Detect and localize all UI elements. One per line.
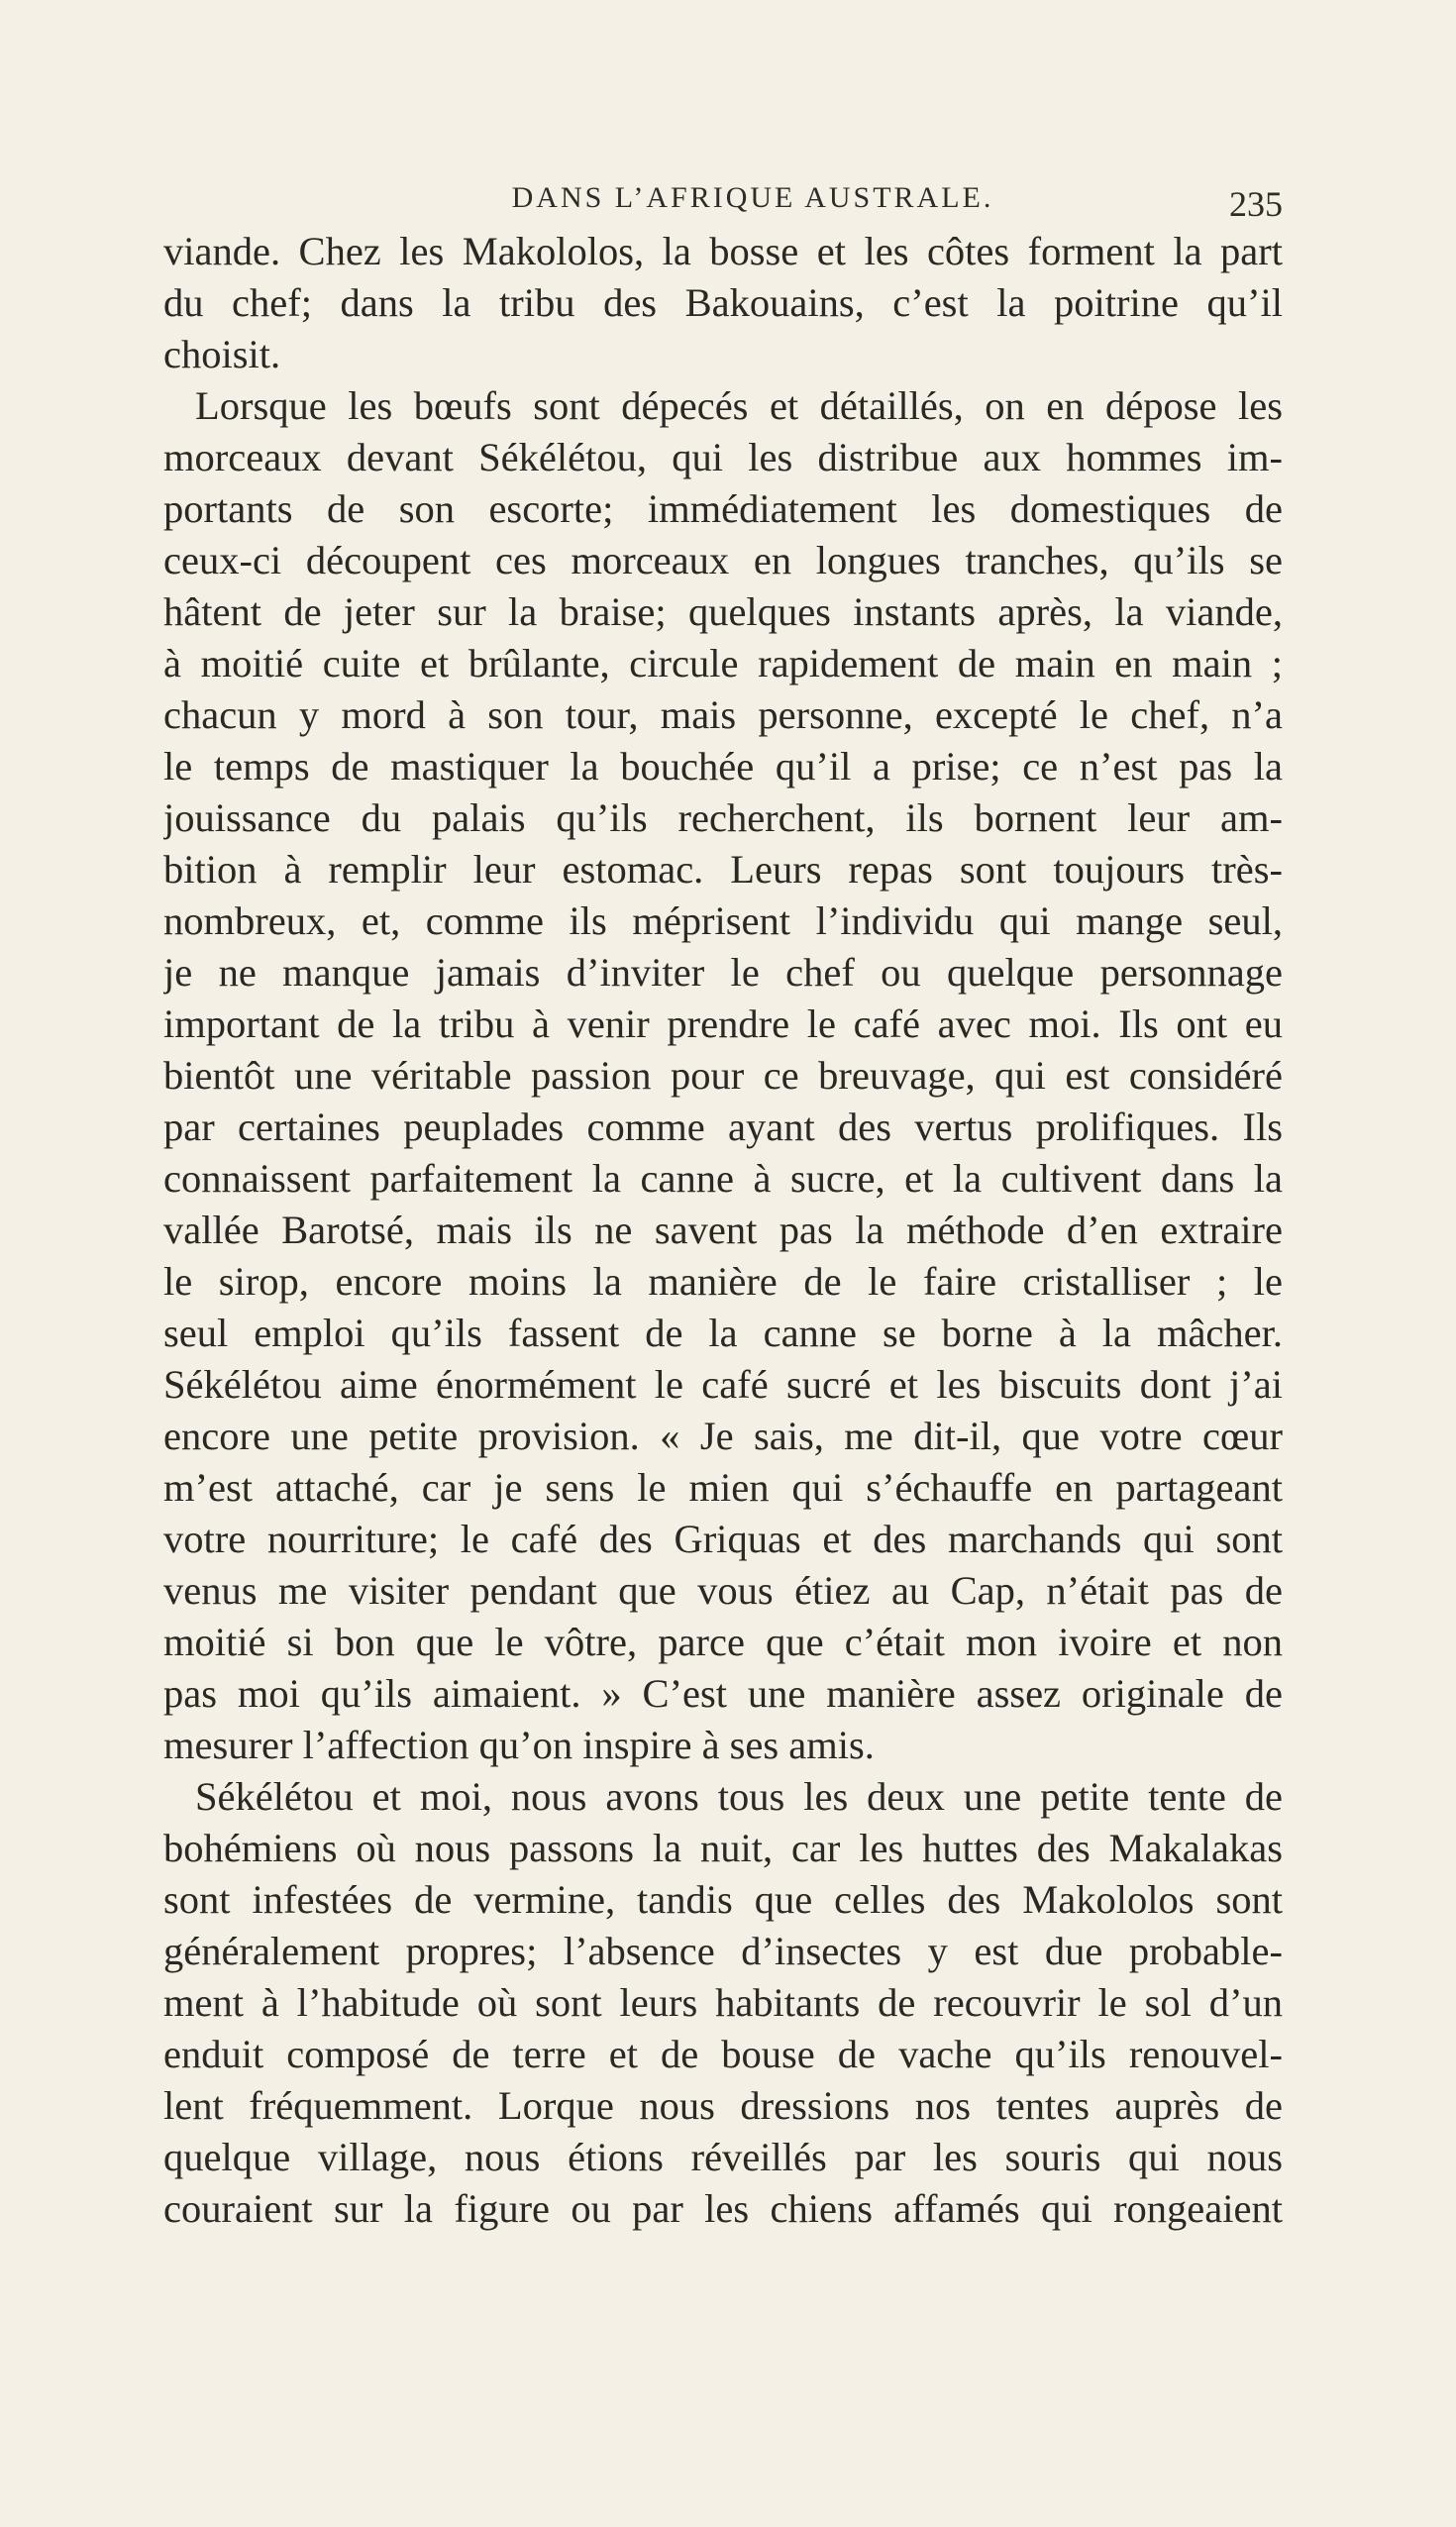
text-line: Sékélétou et moi, nous avons tous les deux une petite tente de (195, 1774, 1283, 1819)
text-line: viande. Chez les Makololos, la bosse et les côtes forment la part (163, 229, 1283, 273)
text-line: nombreux, et, comme ils méprisent l’individu qui mange seul, (163, 898, 1283, 943)
text-line: ceux-ci découpent ces morceaux en longues tranches, qu’ils se (163, 538, 1283, 582)
page-number: 235 (1229, 184, 1283, 224)
text-line: m’est attaché, car je sens le mien qui s’échauffe en partageant (163, 1465, 1283, 1510)
text-line: bientôt une véritable passion pour ce breuvage, qui est considéré (163, 1053, 1283, 1098)
text-line: le temps de mastiquer la bouchée qu’il a prise; ce n’est pas la (163, 744, 1283, 789)
text-line: du chef; dans la tribu des Bakouains, c’est la poitrine qu’il (163, 280, 1283, 325)
text-line: le sirop, encore moins la manière de le faire cristalliser ; le (163, 1259, 1283, 1304)
paragraph (163, 380, 1283, 1771)
text-line: important de la tribu à venir prendre le café avec moi. Ils ont eu (163, 1001, 1283, 1046)
text-line: à moitié cuite et brûlante, circule rapidement de main en main ; (163, 641, 1283, 685)
running-title: DANS L’AFRIQUE AUSTRALE. (511, 181, 994, 214)
text-line: vallée Barotsé, mais ils ne savent pas la méthode d’en extraire (163, 1208, 1283, 1252)
text-line: chacun y mord à son tour, mais personne, excepté le chef, n’a (163, 692, 1283, 737)
body-text (163, 226, 1283, 2235)
text-line: venus me visiter pendant que vous étiez au Cap, n’était pas de (163, 1568, 1283, 1613)
text-line: ment à l’habitude où sont leurs habitants de recouvrir le sol d’un (163, 1980, 1283, 2025)
text-line: par certaines peuplades comme ayant des vertus prolifiques. Ils (163, 1105, 1283, 1149)
text-line: généralement propres; l’absence d’insectes y est due probable- (163, 1929, 1283, 1973)
text-line: sont infestées de vermine, tandis que celles des Makololos sont (163, 1877, 1283, 1922)
text-line: Sékélétou aime énormément le café sucré et les biscuits dont j’ai (163, 1362, 1283, 1407)
text-line: bohémiens où nous passons la nuit, car les huttes des Makalakas (163, 1826, 1283, 1870)
text-line: lent fréquemment. Lorque nous dressions nos tentes auprès de (163, 2083, 1283, 2128)
paragraph (163, 226, 1283, 380)
text-line: enduit composé de terre et de bouse de vache qu’ils renouvel- (163, 2032, 1283, 2076)
text-line: couraient sur la figure ou par les chiens affamés qui rongeaient (163, 2186, 1283, 2231)
text-line: Lorsque les bœufs sont dépecés et détaillés, on en dépose les (195, 383, 1283, 428)
text-line: morceaux devant Sékélétou, qui les distribue aux hommes im- (163, 435, 1283, 479)
text-line: portants de son escorte; immédiatement les domestiques de (163, 486, 1283, 531)
page-header (163, 181, 1283, 231)
text-line: votre nourriture; le café des Griquas et des marchands qui sont (163, 1517, 1283, 1561)
text-line: moitié si bon que le vôtre, parce que c’était mon ivoire et non (163, 1620, 1283, 1664)
text-line: seul emploi qu’ils fassent de la canne se borne à la mâcher. (163, 1311, 1283, 1355)
text-line: bition à remplir leur estomac. Leurs repas sont toujours très- (163, 847, 1283, 892)
text-line: pas moi qu’ils aimaient. » C’est une manière assez originale de (163, 1671, 1283, 1716)
text-line: je ne manque jamais d’inviter le chef ou quelque personnage (163, 950, 1283, 995)
paragraph (163, 1771, 1283, 2235)
text-line: encore une petite provision. « Je sais, me dit-il, que votre cœur (163, 1414, 1283, 1458)
text-line: hâtent de jeter sur la braise; quelques instants après, la viande, (163, 589, 1283, 634)
text-line: choisit. (163, 332, 281, 376)
text-line: quelque village, nous étions réveillés par les souris qui nous (163, 2135, 1283, 2179)
text-line: connaissent parfaitement la canne à sucre, et la cultivent dans la (163, 1156, 1283, 1201)
text-line: mesurer l’affection qu’on inspire à ses amis. (163, 1723, 875, 1767)
text-line: jouissance du palais qu’ils recherchent, ils bornent leur am- (163, 795, 1283, 840)
